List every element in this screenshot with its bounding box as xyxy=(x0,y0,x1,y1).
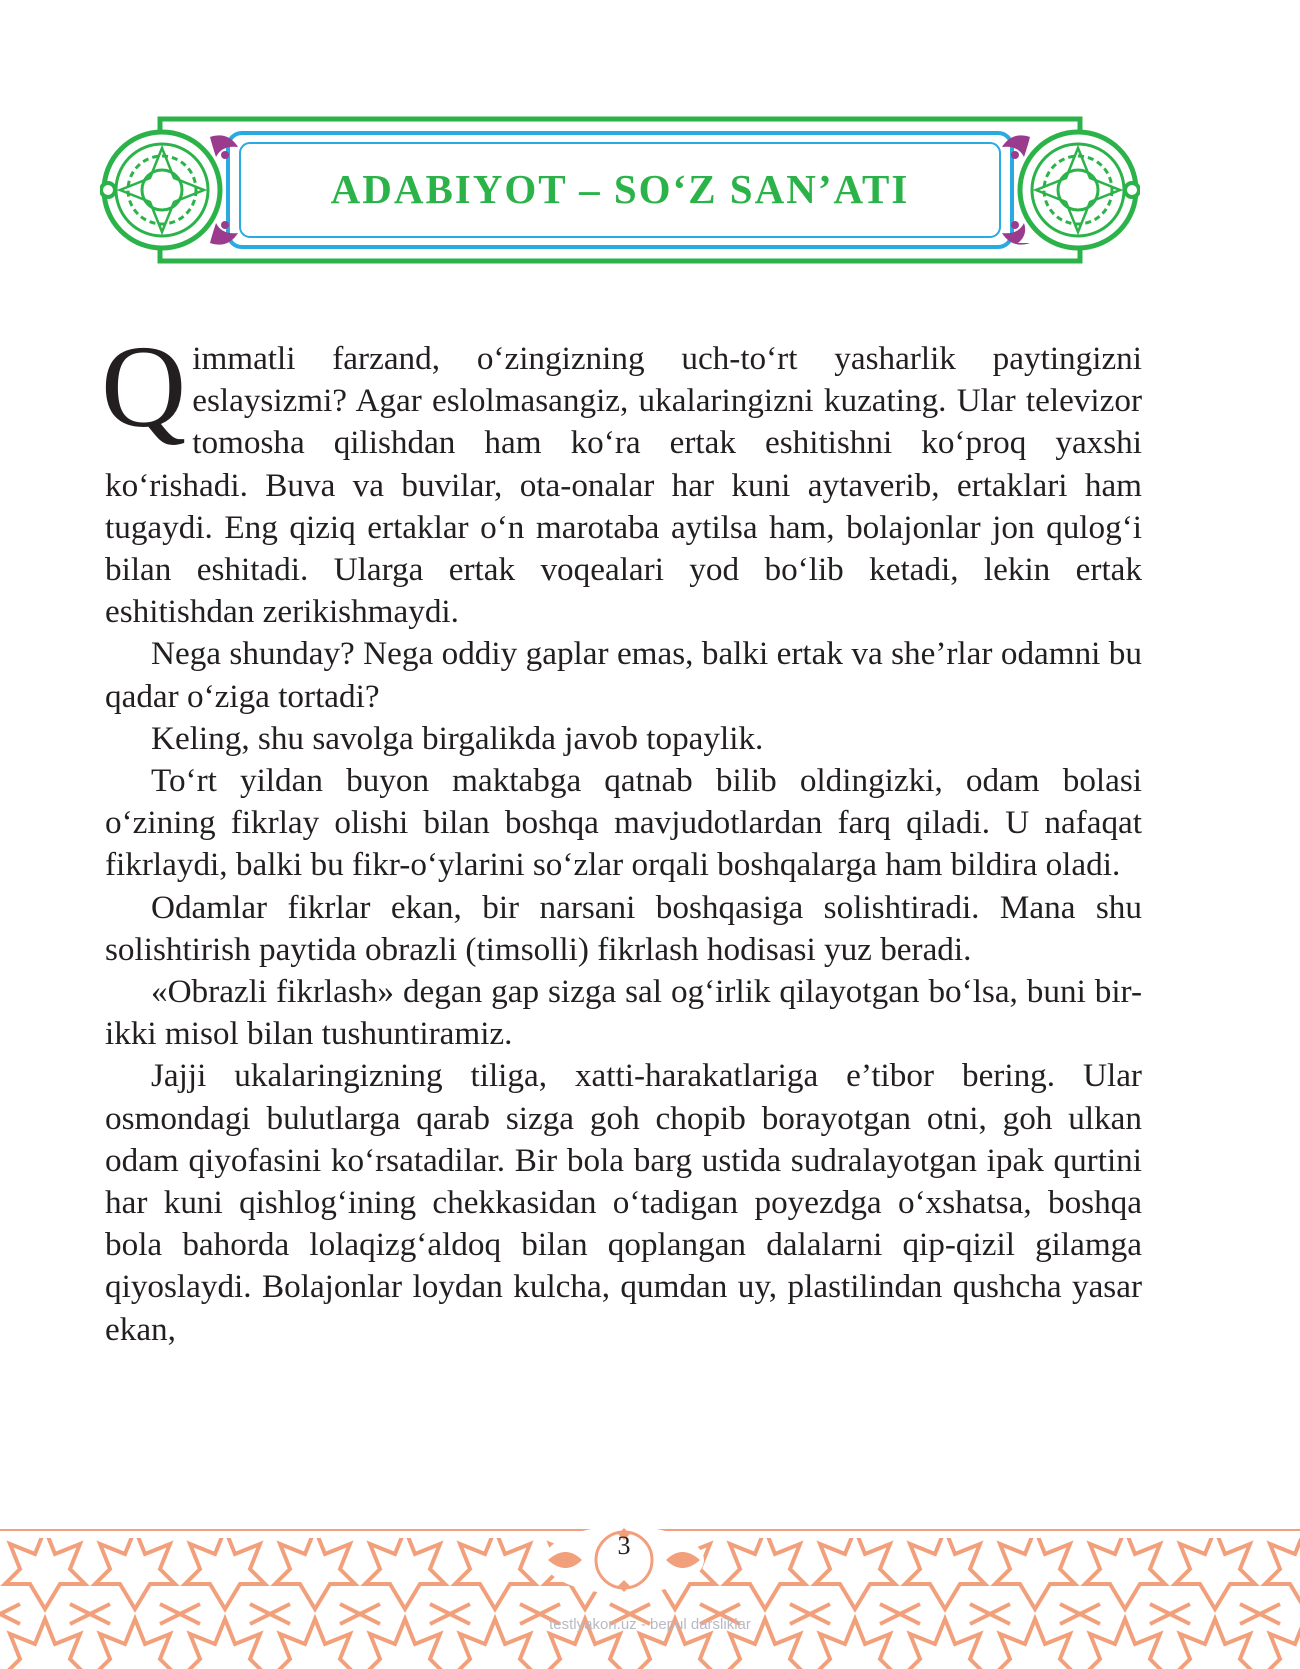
paragraph-1 xyxy=(101,321,1142,633)
article-body xyxy=(101,321,1142,1351)
footer-ornament xyxy=(0,1524,1300,1669)
watermark-text: testlyakon.uz - bepul darsliklar xyxy=(549,1616,751,1633)
paragraph-3: Keling, shu savolga birgalikda javob topaylik. xyxy=(151,719,764,757)
footer-pattern xyxy=(0,1524,1300,1669)
paragraph-7: Jajji ukalaringizning tiligа, xatti-harakatlariga e’tibor bering. Ular osmondagi bulutlarga qarab sizga goh chopib borayotgan otni, goh ulkan odam qiyofasini ko‘rsatadilar. Bir bola barg ustida sudralayotgan ipak qurtini har kuni qishlog‘ining chekkasidan o‘tadigan poyezdga o‘xshatsa, boshqa bola bahorda lolaqizg‘aldoq bilan qoplangan dalalarni qip-qizil gilamga qiyoslaydi. Bolajonlar loydan kulcha, qumdan uy, plastilindan qushcha yasar ekan, xyxy=(105,1057,1142,1348)
drop-cap: Q xyxy=(101,321,187,452)
paragraph-2: Nega shunday? Nega oddiy gaplar emas, balki ertak va she’rlar odamni bu qadar o‘ziga tortadi? xyxy=(105,635,1142,715)
page-number: 3 xyxy=(617,1531,631,1560)
page-title: ADABIYOT – SO‘Z SAN’ATI xyxy=(330,166,910,212)
paragraph-6: «Obrazli fikrlash» degan gap sizga sal og‘irlik qilayotgan bo‘lsa, buni bir-ikki misol bilan tushuntiramiz. xyxy=(105,973,1142,1053)
paragraph-1-text: immatli farzand, o‘zingizning uch-to‘rt yasharlik paytingizni eslaysizmi? Agar eslolmasangiz, ukalaringizni kuzating. Ular televizor tomosha qilishdan ham ko‘ra ertak eshitishni ko‘proq yaxshi ko‘rishadi. Buva va buvilar, ota-onalar har kuni aytaverib, ertaklari ham tugaydi. Eng qiziq ertaklar o‘n marotaba aytilsa ham, bolajonlar jon qulog‘i bilan eshitadi. Ularga ertak voqealari yod bo‘lib ketadi, lekin ertak eshitishdan zerikishmaydi. xyxy=(105,340,1142,631)
paragraph-5: Odamlar fikrlar ekan, bir narsani boshqasiga solishtiradi. Mana shu solishtirish paytida obrazli (timsolli) fikrlash hodisasi yuz beradi. xyxy=(105,888,1142,968)
title-banner xyxy=(100,115,1140,265)
paragraph-4: To‘rt yildan buyon maktabga qatnab bilib oldingizki, odam bolasi o‘zining fikrlay olishi bilan boshqa mavjudotlardan farq qiladi. U nafaqat fikrlaydi, balki bu fikr-o‘ylarini so‘zlar orqali boshqalarga ham bildira oladi. xyxy=(105,762,1142,884)
